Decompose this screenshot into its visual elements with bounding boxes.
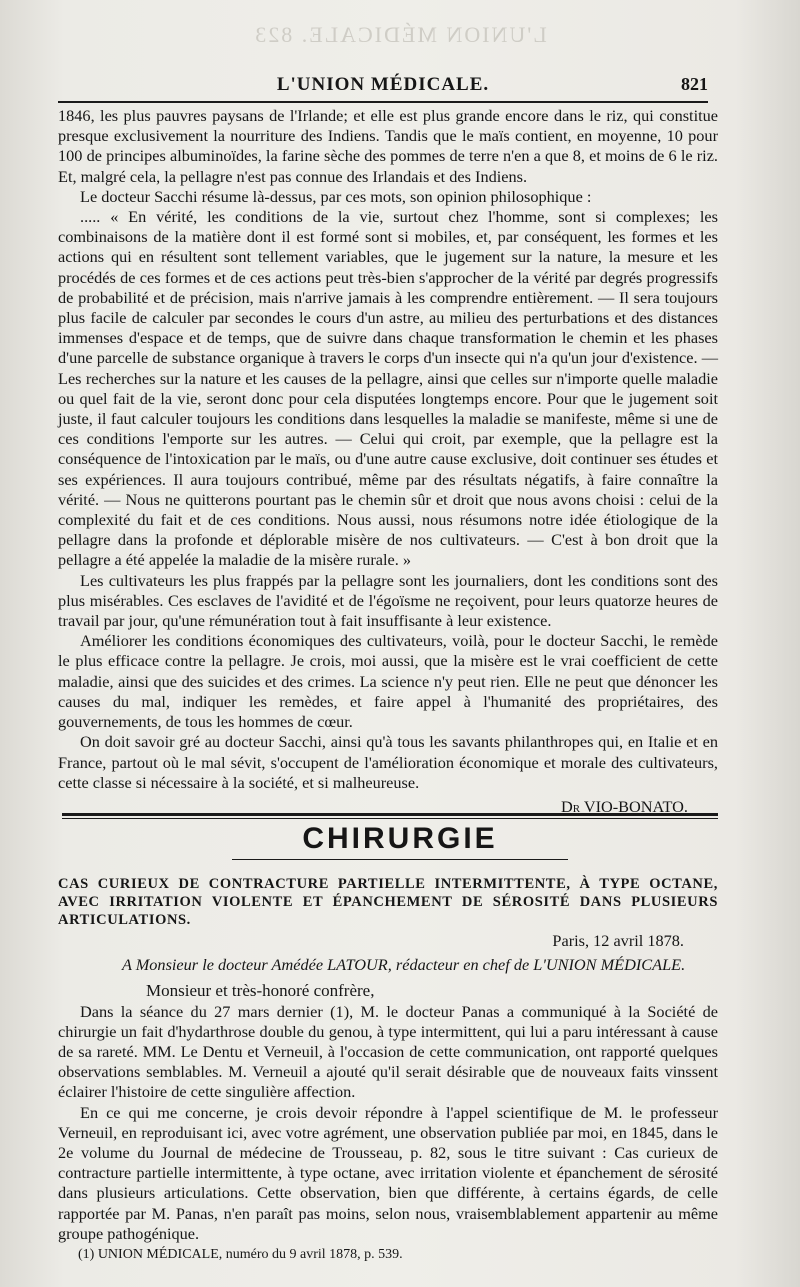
footnote: (1) UNION MÉDICALE, numéro du 9 avril 1878, p. 539. bbox=[78, 1247, 403, 1262]
paragraph: Les cultivateurs les plus frappés par la pellagre sont les journaliers, dont les conditions sont des plus misérables. Ces esclaves de l'avidité et de l'égoïsme ne reçoivent, pour leurs quatorze heures de travail par jour, qu'une rémunération tout à fait insuffisante à leur existence. bbox=[58, 570, 718, 631]
paragraph: Dans la séance du 27 mars dernier (1), M. le docteur Panas a communiqué à la Société de chirurgie un fait d'hydarthrose double du genou, à type intermittent, qui lui a paru intéressant à cause de sa rareté. MM. Le Dentu et Verneuil, à l'occasion de cette communication, ont rapporté quelques observations semblables. M. Verneuil a ajouté qu'il serait désirable que de nouveaux faits vinssent éclairer l'histoire de cette singulière affection. bbox=[58, 1001, 718, 1102]
paragraph: En ce qui me concerne, je crois devoir répondre à l'appel scientifique de M. le professeur Verneuil, en reproduisant ici, avec votre agrément, une observation publiée par moi, en 1845, dans le 2e volume du Journal de médecine de Trousseau, p. 82, sous le titre suivant : Cas curieux de contracture partielle intermittente, à type octane, avec irritation violente et épanchement de sérosité dans plusieurs articulations. Cette observation, bien que différente, à certains égards, de celle rapportée par M. Panas, n'en paraît pas moins, selon nous, vraisemblablement appartenir au même groupe pathogénique. bbox=[58, 1102, 718, 1243]
paragraph: On doit savoir gré au docteur Sacchi, ainsi qu'à tous les savants philanthropes qui, en Italie et en France, partout où le mal sévit, s'occupent de l'amélioration économique et morale des cultivateurs, cette classe si nécessaire à la société, et si malheureuse. bbox=[58, 732, 718, 792]
article-date: Paris, 12 avril 1878. bbox=[552, 931, 684, 950]
paragraph: 1846, les plus pauvres paysans de l'Irlande; et elle est plus grande encore dans le riz, qui constitue presque exclusivement la nourriture des Indiens. Tandis que le maïs contient, en moyenne, 10 pour 100 de principes albuminoïdes, la farine sèche des pommes de terre n'en a que 8, et moins de 6 le riz. Et, malgré cela, la pellagre n'est pas connue des Irlandais et des Indiens. bbox=[58, 106, 718, 186]
section-divider bbox=[62, 813, 718, 819]
letter-address: A Monsieur le docteur Amédée LATOUR, rédacteur en chef de L'UNION MÉDICALE. bbox=[122, 955, 686, 975]
header-rule bbox=[58, 101, 708, 103]
quotation-paragraph: ..... « En vérité, les conditions de la vie, surtout chez l'homme, sont si complexes; les combinaisons de la matière dont il est formé sont si mobiles, et, par conséquent, les formes et les actions qui en résultent sont tellement variables, que le jugement sur la nature, la mesure et les procédés de ces formes et de ces actions peut très-bien s'approcher de la vérité par degrés progressifs de probabilité et de précision, mais n'arrive jamais à les comprendre entièrement. — Il sera toujours plus facile de calculer par secondes le cours d'un astre, au milieu des perturbations et des distances immenses d'espace et de temps, que de suivre dans chaque transformation le chemin et les phases d'une parcelle de substance organique à travers le corps d'un insecte qui n'a qu'un jour d'existence. — Les recherches sur la nature et les causes de la pellagre, ainsi que celles sur n'importe quelle maladie ou quel fait de la vie, seront donc pour cela disputées longtemps encore. Pour que le jugement soit juste, il faut calculer toujours les conditions dans lesquelles la maladie se manifeste, même si une de ces conditions l'emporte sur les autres. — Celui qui croit, par exemple, que la pellagre est la conséquence de l'intoxication par le maïs, ou d'une autre cause exclusive, doit continuer ses études et ses expériences. Il aura toujours contribué, même par des résultats négatifs, à faire connaître la vérité. — Nous ne quitterons pourtant pas le chemin sûr et droit que nous avons choisi : celui de la complexité du fait et de ces conditions. Nous aussi, nous résumons notre idée étiologique de la pellagre dans la profonde et déplorable misère de nos cultivateurs. — C'est à bon droit que la pellagre a été appelée la maladie de la misère rurale. » bbox=[58, 207, 718, 570]
running-header bbox=[58, 74, 708, 96]
section-title: CHIRURGIE bbox=[302, 822, 498, 855]
author-signature: Dr VIO-BONATO. bbox=[560, 796, 688, 816]
surgery-article bbox=[58, 875, 718, 1244]
article-continuation bbox=[58, 106, 718, 817]
paragraph: Le docteur Sacchi résume là-dessus, par ces mots, son opinion philosophique : bbox=[80, 186, 592, 206]
letter-salutation: Monsieur et très-honoré confrère, bbox=[146, 981, 375, 1001]
page-number: 821 bbox=[681, 74, 708, 94]
paragraph: Améliorer les conditions économiques des cultivateurs, voilà, pour le docteur Sacchi, le remède le plus efficace contre la pellagre. Je crois, moi aussi, que la misère est le vrai coefficient de cette maladie, ainsi que des suicides et des crimes. La science n'y peut rien. Elle ne peut que dénoncer les causes du mal, indiquer les remèdes, et faire appel à l'humanité des propriétaires, des gouvernements, de tous les hommes de cœur. bbox=[58, 631, 718, 732]
section-title-rule bbox=[232, 859, 568, 860]
article-heading: CAS CURIEUX DE CONTRACTURE PARTIELLE INTERMITTENTE, À TYPE OCTANE, AVEC IRRITATION VIOLENTE ET ÉPANCHEMENT DE SÉROSITÉ DANS PLUSIEURS ARTICULATIONS. bbox=[58, 876, 718, 928]
bleed-through-text: L'UNION MÉDICALE. 823 bbox=[253, 22, 547, 47]
journal-title: L'UNION MÉDICALE. bbox=[276, 74, 490, 95]
